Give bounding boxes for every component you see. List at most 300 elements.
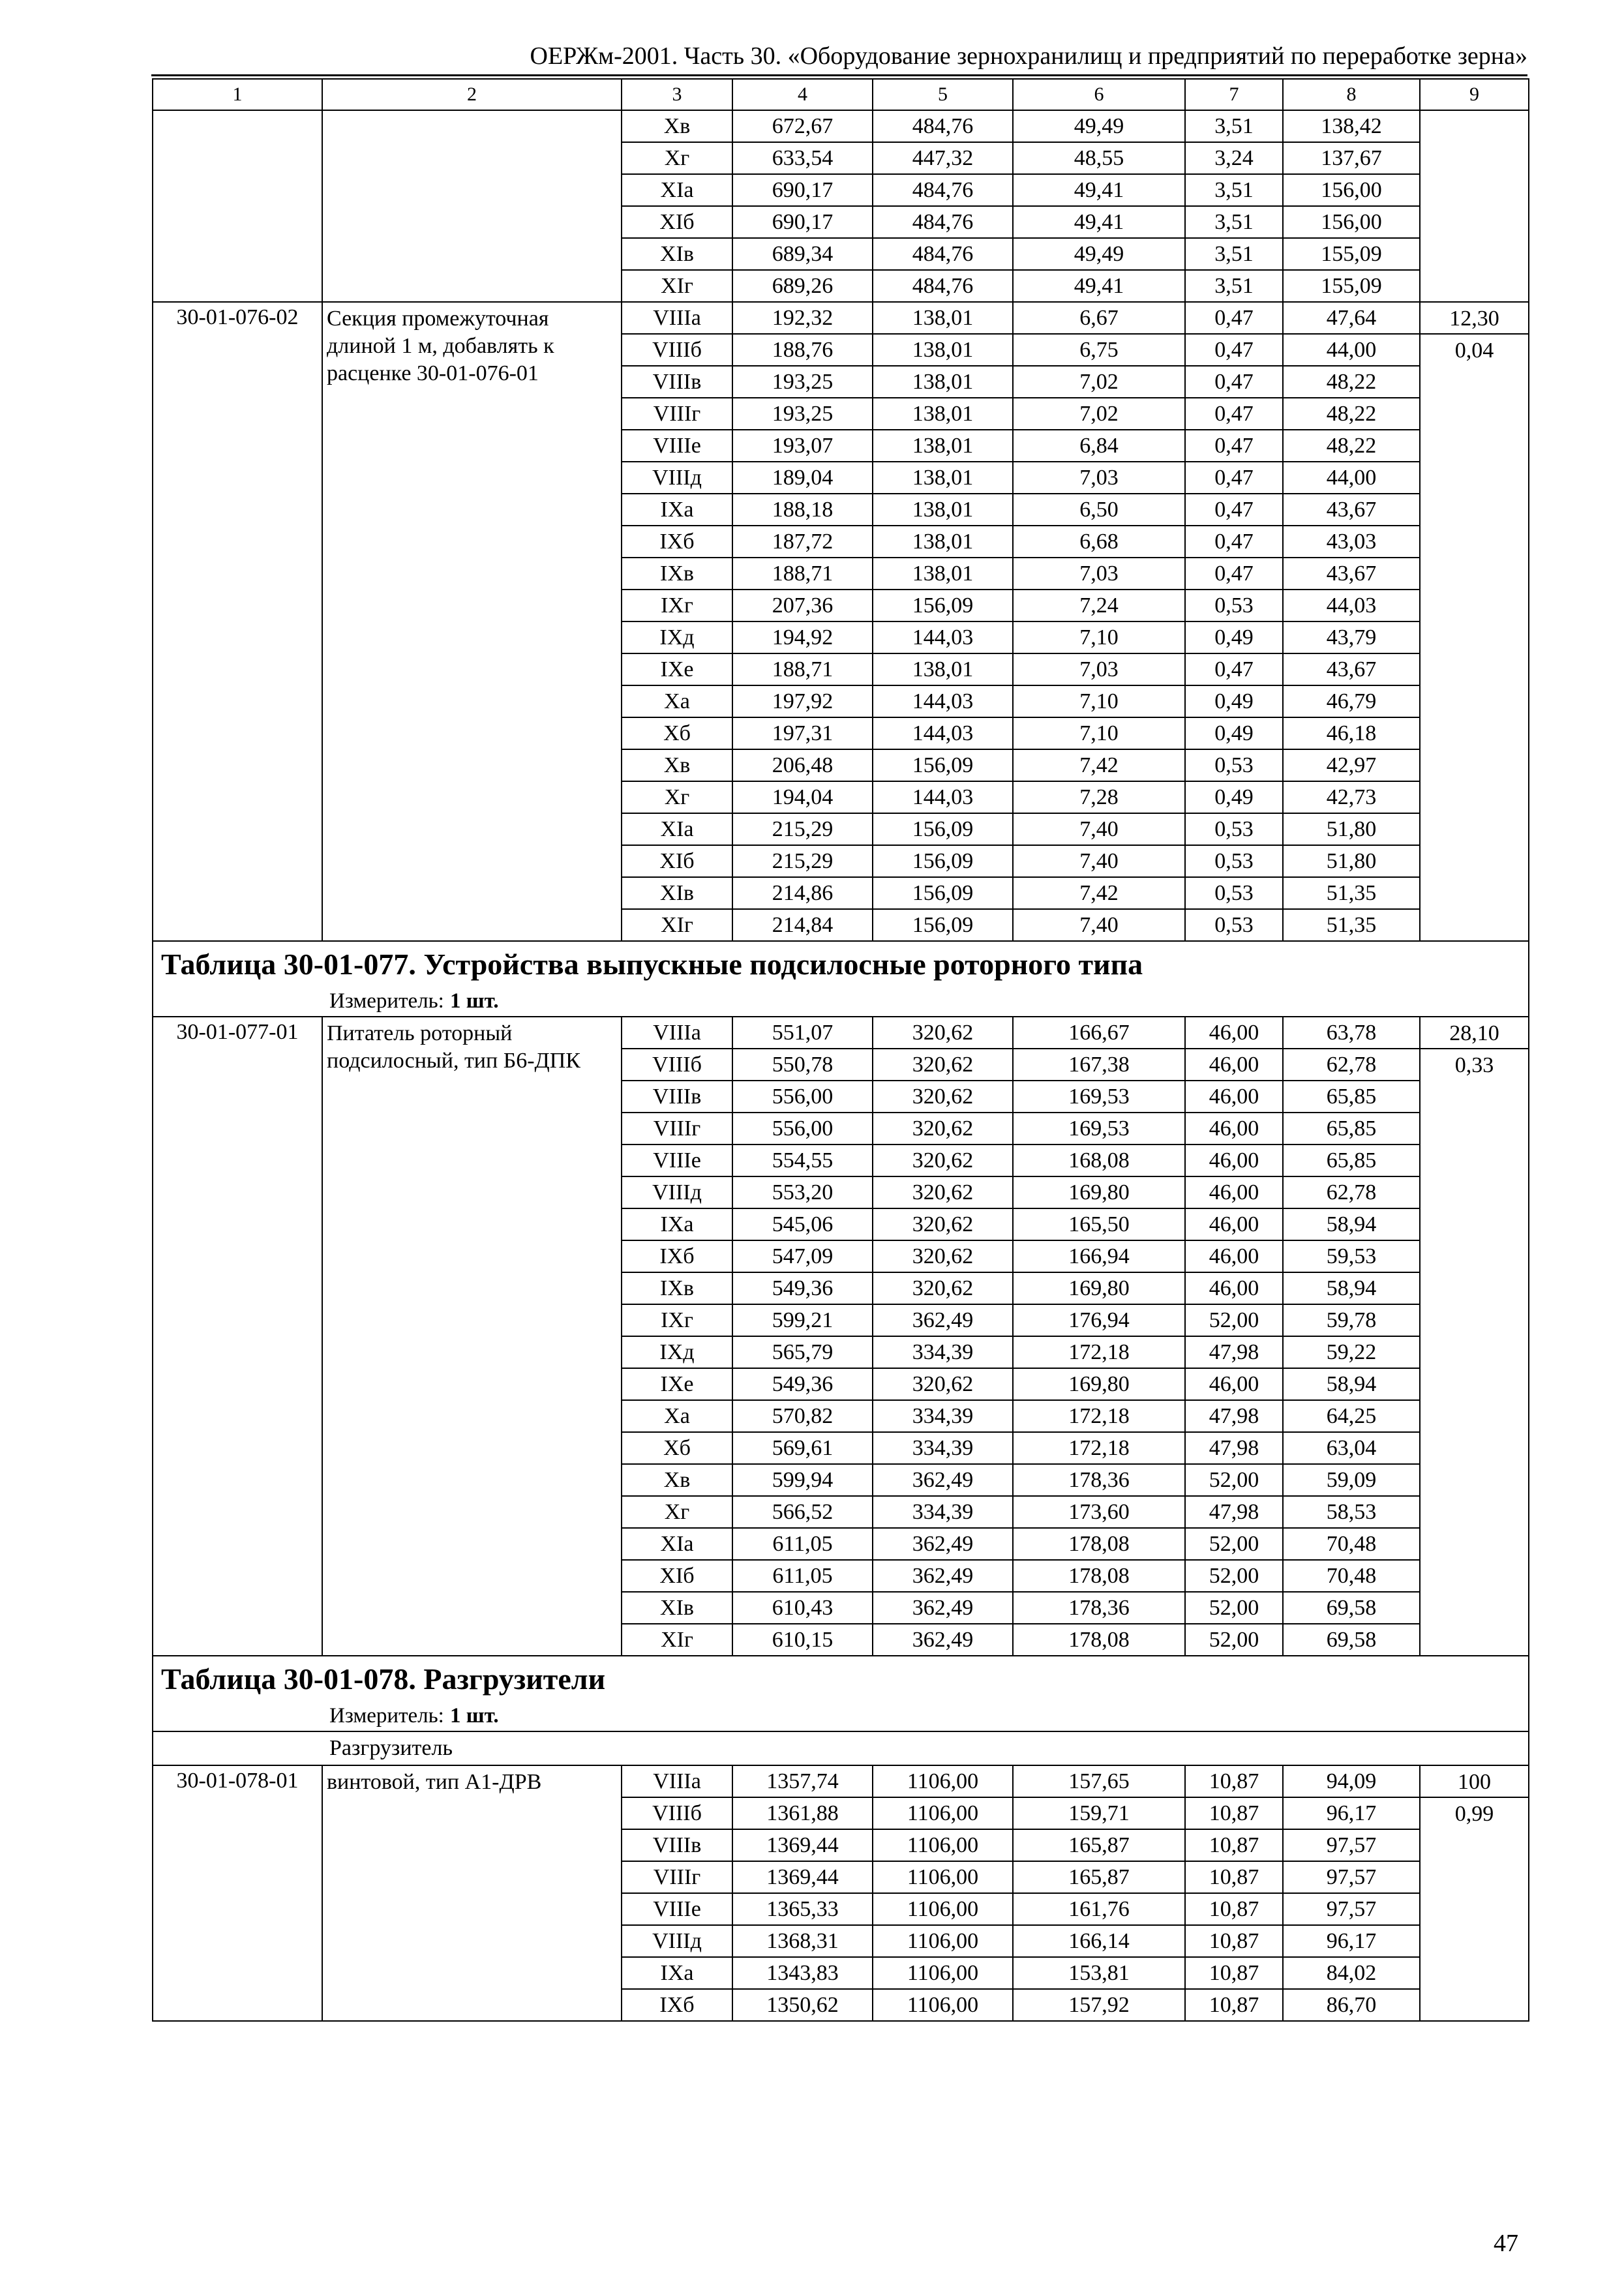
value-cell: 69,58 (1283, 1624, 1420, 1656)
value-cell: 320,62 (873, 1049, 1013, 1081)
value-cell: 59,09 (1283, 1464, 1420, 1496)
value-cell: 320,62 (873, 1368, 1013, 1400)
value-cell: 172,18 (1013, 1336, 1185, 1368)
value-cell: 7,10 (1013, 621, 1185, 653)
zone-cell: VIIIг (622, 398, 732, 430)
value-cell: 484,76 (873, 270, 1013, 302)
value-cell: 64,25 (1283, 1400, 1420, 1432)
value-cell: 556,00 (732, 1081, 873, 1113)
value-cell: 193,25 (732, 366, 873, 398)
value-cell: 484,76 (873, 238, 1013, 270)
value-cell: 159,71 (1013, 1797, 1185, 1829)
unit-row (153, 1701, 1529, 1731)
rate-code: 30-01-077-01 (153, 1017, 322, 1656)
value-cell: 6,84 (1013, 430, 1185, 462)
table-body (153, 110, 1529, 2021)
table-row (153, 1017, 1529, 1049)
value-cell: 7,03 (1013, 653, 1185, 685)
value-cell: 10,87 (1185, 1765, 1283, 1797)
value-cell: 46,00 (1185, 1208, 1283, 1240)
value-cell: 611,05 (732, 1560, 873, 1592)
value-cell: 97,57 (1283, 1893, 1420, 1925)
value-cell: 320,62 (873, 1240, 1013, 1272)
extra-values-cell (1420, 110, 1529, 302)
value-cell: 7,40 (1013, 813, 1185, 845)
value-cell: 193,07 (732, 430, 873, 462)
value-cell: 1350,62 (732, 1989, 873, 2021)
value-cell: 189,04 (732, 462, 873, 494)
value-cell: 169,53 (1013, 1081, 1185, 1113)
value-cell: 0,53 (1185, 749, 1283, 781)
value-cell: 138,01 (873, 653, 1013, 685)
subgroup-row (153, 1731, 1529, 1765)
column-number: 5 (873, 79, 1013, 110)
value-cell: 194,92 (732, 621, 873, 653)
value-cell: 0,53 (1185, 590, 1283, 621)
value-cell: 206,48 (732, 749, 873, 781)
page-header (151, 38, 1527, 76)
extra-value: 0,33 (1454, 1053, 1494, 1077)
value-cell: 169,80 (1013, 1176, 1185, 1208)
value-cell: 178,36 (1013, 1464, 1185, 1496)
page-number: 47 (1494, 2230, 1518, 2257)
value-cell: 166,14 (1013, 1925, 1185, 1957)
value-cell: 188,71 (732, 653, 873, 685)
value-cell: 138,01 (873, 558, 1013, 590)
value-cell: 570,82 (732, 1400, 873, 1432)
value-cell: 1369,44 (732, 1829, 873, 1861)
value-cell: 0,47 (1185, 398, 1283, 430)
value-cell: 43,03 (1283, 526, 1420, 558)
value-cell: 192,32 (732, 302, 873, 334)
rate-code (153, 110, 322, 302)
value-cell: 7,42 (1013, 877, 1185, 909)
value-cell: 51,35 (1283, 909, 1420, 941)
value-cell: 334,39 (873, 1496, 1013, 1528)
unit-label: Измеритель: (329, 989, 444, 1013)
value-cell: 138,01 (873, 526, 1013, 558)
value-cell: 7,10 (1013, 717, 1185, 749)
value-cell: 6,50 (1013, 494, 1185, 526)
value-cell: 97,57 (1283, 1861, 1420, 1893)
value-cell: 94,09 (1283, 1765, 1420, 1797)
table-title-cell (153, 1656, 1529, 1701)
value-cell: 362,49 (873, 1464, 1013, 1496)
value-cell: 672,67 (732, 110, 873, 142)
value-cell: 7,02 (1013, 398, 1185, 430)
zone-cell: IXб (622, 1989, 732, 2021)
value-cell: 610,43 (732, 1592, 873, 1624)
zone-cell: XIб (622, 206, 732, 238)
value-cell: 10,87 (1185, 1829, 1283, 1861)
unit-cell (153, 1701, 1529, 1731)
value-cell: 7,03 (1013, 558, 1185, 590)
value-cell: 47,98 (1185, 1496, 1283, 1528)
value-cell: 10,87 (1185, 1861, 1283, 1893)
value-cell: 484,76 (873, 110, 1013, 142)
value-cell: 48,22 (1283, 366, 1420, 398)
value-cell: 214,84 (732, 909, 873, 941)
value-cell: 545,06 (732, 1208, 873, 1240)
value-cell: 550,78 (732, 1049, 873, 1081)
value-cell: 59,78 (1283, 1304, 1420, 1336)
header-text: ОЕРЖм-2001. Часть 30. «Оборудование зернохранилищ и предприятий по переработке зерна» (530, 42, 1527, 70)
value-cell: 7,40 (1013, 909, 1185, 941)
value-cell: 0,53 (1185, 845, 1283, 877)
extra-value: 12,30 (1421, 303, 1528, 335)
value-cell: 44,03 (1283, 590, 1420, 621)
value-cell: 48,55 (1013, 142, 1185, 174)
value-cell: 42,73 (1283, 781, 1420, 813)
zone-cell: IXа (622, 1957, 732, 1989)
zone-cell: IXб (622, 1240, 732, 1272)
value-cell: 63,78 (1283, 1017, 1420, 1049)
value-cell: 49,41 (1013, 270, 1185, 302)
column-number: 8 (1283, 79, 1420, 110)
zone-cell: VIIIд (622, 1925, 732, 1957)
value-cell: 70,48 (1283, 1560, 1420, 1592)
value-cell: 156,09 (873, 877, 1013, 909)
rate-name: винтовой, тип А1-ДРВ (322, 1765, 622, 2021)
value-cell: 1106,00 (873, 1829, 1013, 1861)
value-cell: 138,01 (873, 430, 1013, 462)
value-cell: 320,62 (873, 1272, 1013, 1304)
value-cell: 156,00 (1283, 206, 1420, 238)
value-cell: 0,49 (1185, 781, 1283, 813)
value-cell: 62,78 (1283, 1049, 1420, 1081)
value-cell: 155,09 (1283, 270, 1420, 302)
table-row (153, 1765, 1529, 1797)
extra-values-cell (1420, 1765, 1529, 2021)
extra-values-cell (1420, 302, 1529, 941)
extra-value: 100 (1421, 1766, 1528, 1798)
value-cell: 1106,00 (873, 1893, 1013, 1925)
value-cell: 0,47 (1185, 462, 1283, 494)
value-cell: 169,80 (1013, 1272, 1185, 1304)
zone-cell: XIа (622, 813, 732, 845)
value-cell: 156,09 (873, 909, 1013, 941)
value-cell: 165,87 (1013, 1829, 1185, 1861)
value-cell: 155,09 (1283, 238, 1420, 270)
column-number: 6 (1013, 79, 1185, 110)
value-cell: 197,31 (732, 717, 873, 749)
value-cell: 0,53 (1185, 813, 1283, 845)
value-cell: 84,02 (1283, 1957, 1420, 1989)
value-cell: 214,86 (732, 877, 873, 909)
value-cell: 169,53 (1013, 1113, 1185, 1144)
value-cell: 42,97 (1283, 749, 1420, 781)
table-row (153, 110, 1529, 142)
column-number: 1 (153, 79, 322, 110)
value-cell: 320,62 (873, 1144, 1013, 1176)
zone-cell: Xв (622, 1464, 732, 1496)
zone-cell: VIIIб (622, 1049, 732, 1081)
zone-cell: VIIIд (622, 462, 732, 494)
value-cell: 43,79 (1283, 621, 1420, 653)
zone-cell: VIIIв (622, 1081, 732, 1113)
zone-cell: XIа (622, 1528, 732, 1560)
value-cell: 153,81 (1013, 1957, 1185, 1989)
zone-cell: VIIIа (622, 302, 732, 334)
value-cell: 7,28 (1013, 781, 1185, 813)
value-cell: 1368,31 (732, 1925, 873, 1957)
value-cell: 0,53 (1185, 909, 1283, 941)
value-cell: 599,94 (732, 1464, 873, 1496)
zone-cell: IXг (622, 1304, 732, 1336)
value-cell: 58,94 (1283, 1368, 1420, 1400)
value-cell: 161,76 (1013, 1893, 1185, 1925)
value-cell: 547,09 (732, 1240, 873, 1272)
zone-cell: IXв (622, 1272, 732, 1304)
value-cell: 188,76 (732, 334, 873, 366)
value-cell: 44,00 (1283, 334, 1420, 366)
value-cell: 52,00 (1185, 1304, 1283, 1336)
zone-cell: XIб (622, 1560, 732, 1592)
value-cell: 46,00 (1185, 1144, 1283, 1176)
value-cell: 334,39 (873, 1432, 1013, 1464)
table-title-cell (153, 941, 1529, 987)
subgroup-label: Разгрузитель (153, 1731, 1529, 1765)
value-cell: 3,51 (1185, 238, 1283, 270)
zone-cell: XIг (622, 909, 732, 941)
value-cell: 320,62 (873, 1176, 1013, 1208)
zone-cell: IXв (622, 558, 732, 590)
unit-label: Измеритель: (329, 1704, 444, 1728)
value-cell: 138,01 (873, 398, 1013, 430)
value-cell: 86,70 (1283, 1989, 1420, 2021)
value-cell: 176,94 (1013, 1304, 1185, 1336)
value-cell: 6,67 (1013, 302, 1185, 334)
value-cell: 0,49 (1185, 717, 1283, 749)
value-cell: 48,22 (1283, 430, 1420, 462)
extra-values-cell (1420, 1017, 1529, 1656)
value-cell: 215,29 (732, 813, 873, 845)
value-cell: 178,08 (1013, 1560, 1185, 1592)
value-cell: 46,18 (1283, 717, 1420, 749)
value-cell: 1343,83 (732, 1957, 873, 1989)
zone-cell: VIIIб (622, 1797, 732, 1829)
value-cell: 0,53 (1185, 877, 1283, 909)
value-cell: 188,71 (732, 558, 873, 590)
value-cell: 6,68 (1013, 526, 1185, 558)
value-cell: 178,36 (1013, 1592, 1185, 1624)
zone-cell: VIIIе (622, 1893, 732, 1925)
value-cell: 0,47 (1185, 366, 1283, 398)
value-cell: 7,03 (1013, 462, 1185, 494)
value-cell: 689,26 (732, 270, 873, 302)
value-cell: 46,00 (1185, 1176, 1283, 1208)
value-cell: 46,00 (1185, 1017, 1283, 1049)
value-cell: 0,47 (1185, 558, 1283, 590)
zone-cell: IXе (622, 653, 732, 685)
value-cell: 551,07 (732, 1017, 873, 1049)
table-title: Таблица 30-01-078. Разгрузители (161, 1662, 606, 1696)
table-row (153, 302, 1529, 334)
value-cell: 0,47 (1185, 526, 1283, 558)
value-cell: 96,17 (1283, 1925, 1420, 1957)
value-cell: 166,67 (1013, 1017, 1185, 1049)
zone-cell: VIIIг (622, 1861, 732, 1893)
value-cell: 569,61 (732, 1432, 873, 1464)
value-cell: 62,78 (1283, 1176, 1420, 1208)
zone-cell: VIIIе (622, 430, 732, 462)
value-cell: 51,35 (1283, 877, 1420, 909)
value-cell: 52,00 (1185, 1624, 1283, 1656)
value-cell: 49,41 (1013, 206, 1185, 238)
value-cell: 1106,00 (873, 1797, 1013, 1829)
value-cell: 10,87 (1185, 1957, 1283, 1989)
value-cell: 7,24 (1013, 590, 1185, 621)
value-cell: 194,04 (732, 781, 873, 813)
value-cell: 156,09 (873, 845, 1013, 877)
zone-cell: VIIIг (622, 1113, 732, 1144)
zone-cell: Xг (622, 781, 732, 813)
value-cell: 144,03 (873, 685, 1013, 717)
value-cell: 689,34 (732, 238, 873, 270)
value-cell: 46,00 (1185, 1081, 1283, 1113)
zone-cell: Xг (622, 142, 732, 174)
value-cell: 172,18 (1013, 1432, 1185, 1464)
value-cell: 165,87 (1013, 1861, 1185, 1893)
value-cell: 1106,00 (873, 1765, 1013, 1797)
value-cell: 138,01 (873, 494, 1013, 526)
value-cell: 52,00 (1185, 1592, 1283, 1624)
value-cell: 362,49 (873, 1304, 1013, 1336)
rate-name (322, 110, 622, 302)
value-cell: 46,00 (1185, 1240, 1283, 1272)
value-cell: 49,49 (1013, 238, 1185, 270)
zone-cell: VIIIе (622, 1144, 732, 1176)
zone-cell: XIа (622, 174, 732, 206)
zone-cell: VIIIб (622, 334, 732, 366)
value-cell: 320,62 (873, 1208, 1013, 1240)
zone-cell: VIIIв (622, 1829, 732, 1861)
zone-cell: XIг (622, 270, 732, 302)
table-title-row (153, 941, 1529, 987)
value-cell: 157,65 (1013, 1765, 1185, 1797)
value-cell: 49,41 (1013, 174, 1185, 206)
zone-cell: Xа (622, 1400, 732, 1432)
value-cell: 188,18 (732, 494, 873, 526)
value-cell: 63,04 (1283, 1432, 1420, 1464)
value-cell: 47,98 (1185, 1432, 1283, 1464)
unit-value: 1 шт. (450, 989, 499, 1013)
zone-cell: Xг (622, 1496, 732, 1528)
value-cell: 362,49 (873, 1528, 1013, 1560)
value-cell: 46,00 (1185, 1113, 1283, 1144)
value-cell: 0,49 (1185, 685, 1283, 717)
value-cell: 3,24 (1185, 142, 1283, 174)
value-cell: 320,62 (873, 1113, 1013, 1144)
zone-cell: IXд (622, 621, 732, 653)
unit-value: 1 шт. (450, 1704, 499, 1728)
value-cell: 0,49 (1185, 621, 1283, 653)
value-cell: 7,40 (1013, 845, 1185, 877)
value-cell: 3,51 (1185, 270, 1283, 302)
value-cell: 58,53 (1283, 1496, 1420, 1528)
value-cell: 44,00 (1283, 462, 1420, 494)
value-cell: 0,47 (1185, 653, 1283, 685)
value-cell: 97,57 (1283, 1829, 1420, 1861)
extra-value: 0,04 (1454, 338, 1494, 363)
value-cell: 59,22 (1283, 1336, 1420, 1368)
zone-cell: IXг (622, 590, 732, 621)
value-cell: 3,51 (1185, 206, 1283, 238)
value-cell: 1357,74 (732, 1765, 873, 1797)
value-cell: 0,47 (1185, 334, 1283, 366)
value-cell: 215,29 (732, 845, 873, 877)
value-cell: 7,42 (1013, 749, 1185, 781)
zone-cell: XIг (622, 1624, 732, 1656)
value-cell: 362,49 (873, 1624, 1013, 1656)
value-cell: 187,72 (732, 526, 873, 558)
value-cell: 43,67 (1283, 494, 1420, 526)
zone-cell: IXа (622, 1208, 732, 1240)
value-cell: 484,76 (873, 206, 1013, 238)
value-cell: 69,58 (1283, 1592, 1420, 1624)
zone-cell: IXе (622, 1368, 732, 1400)
column-number: 7 (1185, 79, 1283, 110)
value-cell: 65,85 (1283, 1113, 1420, 1144)
zone-cell: VIIIв (622, 366, 732, 398)
value-cell: 0,47 (1185, 302, 1283, 334)
value-cell: 47,64 (1283, 302, 1420, 334)
value-cell: 65,85 (1283, 1144, 1420, 1176)
value-cell: 70,48 (1283, 1528, 1420, 1560)
value-cell: 168,08 (1013, 1144, 1185, 1176)
value-cell: 52,00 (1185, 1464, 1283, 1496)
value-cell: 157,92 (1013, 1989, 1185, 2021)
value-cell: 633,54 (732, 142, 873, 174)
value-cell: 10,87 (1185, 1797, 1283, 1829)
zone-cell: VIIIа (622, 1017, 732, 1049)
value-cell: 334,39 (873, 1400, 1013, 1432)
value-cell: 52,00 (1185, 1560, 1283, 1592)
column-number: 4 (732, 79, 873, 110)
value-cell: 173,60 (1013, 1496, 1185, 1528)
value-cell: 138,01 (873, 462, 1013, 494)
value-cell: 46,79 (1283, 685, 1420, 717)
value-cell: 10,87 (1185, 1893, 1283, 1925)
value-cell: 556,00 (732, 1113, 873, 1144)
value-cell: 59,53 (1283, 1240, 1420, 1272)
value-cell: 193,25 (732, 398, 873, 430)
column-number-row (153, 79, 1529, 110)
value-cell: 156,09 (873, 749, 1013, 781)
value-cell: 1106,00 (873, 1989, 1013, 2021)
value-cell: 47,98 (1185, 1336, 1283, 1368)
value-cell: 690,17 (732, 206, 873, 238)
column-number: 3 (622, 79, 732, 110)
zone-cell: IXб (622, 526, 732, 558)
value-cell: 554,55 (732, 1144, 873, 1176)
value-cell: 3,51 (1185, 110, 1283, 142)
value-cell: 138,01 (873, 302, 1013, 334)
value-cell: 165,50 (1013, 1208, 1185, 1240)
value-cell: 65,85 (1283, 1081, 1420, 1113)
value-cell: 362,49 (873, 1560, 1013, 1592)
value-cell: 1369,44 (732, 1861, 873, 1893)
zone-cell: VIIIд (622, 1176, 732, 1208)
table-title: Таблица 30-01-077. Устройства выпускные подсилосные роторного типа (161, 948, 1143, 981)
value-cell: 144,03 (873, 621, 1013, 653)
value-cell: 362,49 (873, 1592, 1013, 1624)
zone-cell: XIв (622, 238, 732, 270)
value-cell: 46,00 (1185, 1272, 1283, 1304)
value-cell: 565,79 (732, 1336, 873, 1368)
value-cell: 156,00 (1283, 174, 1420, 206)
value-cell: 137,67 (1283, 142, 1420, 174)
